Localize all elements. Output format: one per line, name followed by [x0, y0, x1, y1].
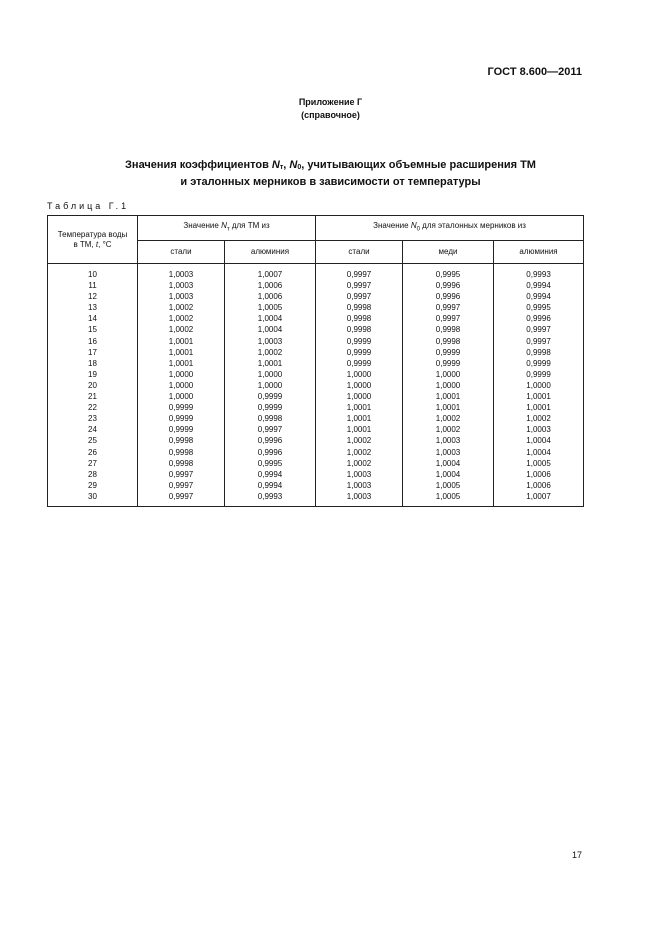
value-cell: 1,0000 — [138, 391, 225, 402]
value-cell: 1,0000 — [494, 380, 584, 391]
value-cell: 1,0002 — [403, 424, 494, 435]
value-cell: 1,0003 — [403, 435, 494, 446]
title-text: , учитывающих объемные расширения ТМ — [301, 159, 536, 171]
temperature-cell: 19 — [48, 369, 138, 380]
value-cell: 1,0006 — [494, 480, 584, 491]
value-cell: 1,0001 — [403, 391, 494, 402]
temperature-cell: 30 — [48, 491, 138, 507]
table-row — [48, 469, 584, 480]
temperature-cell: 24 — [48, 424, 138, 435]
table-row — [48, 302, 584, 313]
temperature-cell: 22 — [48, 402, 138, 413]
temperature-cell: 10 — [48, 264, 138, 281]
value-cell: 1,0001 — [403, 402, 494, 413]
value-cell: 0,9995 — [494, 302, 584, 313]
table-row — [48, 347, 584, 358]
temperature-cell: 21 — [48, 391, 138, 402]
value-cell: 0,9999 — [494, 358, 584, 369]
subheader-steel-ref: стали — [316, 241, 403, 264]
table-row — [48, 480, 584, 491]
value-cell: 0,9999 — [138, 413, 225, 424]
value-cell: 1,0001 — [316, 413, 403, 424]
value-cell: 1,0003 — [494, 424, 584, 435]
table-row — [48, 369, 584, 380]
temperature-cell: 18 — [48, 358, 138, 369]
temperature-cell: 12 — [48, 291, 138, 302]
title-line-1 — [0, 158, 661, 175]
table-row — [48, 491, 584, 507]
value-cell: 0,9998 — [138, 458, 225, 469]
table-row — [48, 280, 584, 291]
value-cell: 0,9997 — [494, 336, 584, 347]
value-cell: 0,9996 — [403, 291, 494, 302]
value-cell: 1,0002 — [225, 347, 316, 358]
title-line-2: и эталонных мерников в зависимости от температуры — [180, 176, 481, 188]
value-cell: 1,0003 — [403, 447, 494, 458]
temperature-cell: 20 — [48, 380, 138, 391]
value-cell: 0,9998 — [138, 447, 225, 458]
subheader-steel-tm: стали — [138, 241, 225, 264]
temperature-cell: 14 — [48, 313, 138, 324]
table-row — [48, 402, 584, 413]
value-cell: 1,0001 — [494, 402, 584, 413]
title-separator: , — [283, 159, 290, 171]
value-cell: 0,9999 — [403, 347, 494, 358]
value-cell: 0,9997 — [138, 480, 225, 491]
subscript: т — [226, 226, 230, 233]
header-unit: , °С — [98, 239, 112, 249]
value-cell: 1,0006 — [225, 280, 316, 291]
temperature-cell: 29 — [48, 480, 138, 491]
value-cell: 1,0004 — [403, 458, 494, 469]
table-row — [48, 313, 584, 324]
value-cell: 0,9998 — [403, 336, 494, 347]
header-temperature — [48, 216, 138, 264]
value-cell: 0,9997 — [403, 313, 494, 324]
document-code: ГОСТ 8.600—2011 — [487, 66, 582, 78]
value-cell: 1,0005 — [225, 302, 316, 313]
value-cell: 1,0003 — [316, 491, 403, 507]
value-cell: 0,9999 — [316, 358, 403, 369]
value-cell: 0,9995 — [403, 264, 494, 281]
value-cell: 1,0001 — [225, 358, 316, 369]
table-row — [48, 380, 584, 391]
value-cell: 1,0001 — [138, 347, 225, 358]
symbol-n: N — [410, 221, 417, 231]
header-text: для ТМ из — [229, 221, 270, 231]
value-cell: 1,0004 — [225, 313, 316, 324]
table-row — [48, 336, 584, 347]
value-cell: 1,0001 — [494, 391, 584, 402]
header-text: в ТМ, — [73, 239, 96, 249]
temperature-cell: 11 — [48, 280, 138, 291]
temperature-cell: 13 — [48, 302, 138, 313]
appendix-heading — [0, 96, 661, 122]
value-cell: 1,0006 — [225, 291, 316, 302]
value-cell: 1,0000 — [403, 369, 494, 380]
value-cell: 1,0004 — [225, 324, 316, 335]
value-cell: 0,9996 — [225, 435, 316, 446]
table-row — [48, 264, 584, 281]
value-cell: 0,9994 — [225, 480, 316, 491]
value-cell: 1,0005 — [403, 491, 494, 507]
table-row — [48, 324, 584, 335]
header-group-tm — [138, 216, 316, 241]
table-body — [48, 264, 584, 507]
value-cell: 0,9996 — [225, 447, 316, 458]
value-cell: 1,0001 — [316, 402, 403, 413]
value-cell: 1,0000 — [138, 369, 225, 380]
value-cell: 0,9997 — [316, 264, 403, 281]
table-row — [48, 391, 584, 402]
value-cell: 1,0000 — [138, 380, 225, 391]
appendix-label: Приложение Г — [298, 97, 363, 107]
value-cell: 1,0002 — [403, 413, 494, 424]
page-title — [0, 158, 661, 190]
value-cell: 0,9998 — [316, 313, 403, 324]
value-cell: 1,0005 — [494, 458, 584, 469]
value-cell: 0,9998 — [225, 413, 316, 424]
value-cell: 1,0007 — [225, 264, 316, 281]
value-cell: 1,0007 — [494, 491, 584, 507]
subscript: т — [279, 164, 284, 171]
value-cell: 0,9998 — [403, 324, 494, 335]
value-cell: 1,0002 — [316, 458, 403, 469]
value-cell: 1,0001 — [316, 424, 403, 435]
value-cell: 0,9999 — [316, 336, 403, 347]
value-cell: 0,9998 — [494, 347, 584, 358]
value-cell: 0,9998 — [316, 302, 403, 313]
value-cell: 0,9999 — [494, 369, 584, 380]
subscript: 0 — [416, 226, 420, 233]
table-row — [48, 424, 584, 435]
value-cell: 0,9996 — [403, 280, 494, 291]
value-cell: 0,9999 — [225, 391, 316, 402]
value-cell: 0,9999 — [403, 358, 494, 369]
coefficient-table — [47, 215, 584, 507]
table-row — [48, 291, 584, 302]
value-cell: 0,9998 — [138, 435, 225, 446]
value-cell: 1,0000 — [316, 380, 403, 391]
value-cell: 1,0000 — [316, 369, 403, 380]
value-cell: 0,9997 — [225, 424, 316, 435]
value-cell: 0,9997 — [316, 280, 403, 291]
appendix-type: (справочное) — [301, 110, 360, 120]
temperature-cell: 26 — [48, 447, 138, 458]
table-caption: Таблица Г.1 — [47, 201, 130, 211]
value-cell: 1,0001 — [138, 358, 225, 369]
value-cell: 1,0000 — [225, 380, 316, 391]
subheader-aluminium-tm: алюминия — [225, 241, 316, 264]
value-cell: 0,9999 — [316, 347, 403, 358]
value-cell: 1,0003 — [138, 291, 225, 302]
value-cell: 0,9994 — [494, 280, 584, 291]
value-cell: 0,9997 — [494, 324, 584, 335]
value-cell: 1,0004 — [494, 435, 584, 446]
subheader-copper-ref: меди — [403, 241, 494, 264]
value-cell: 1,0002 — [494, 413, 584, 424]
table-row — [48, 447, 584, 458]
symbol-n: N — [271, 159, 280, 171]
value-cell: 1,0004 — [494, 447, 584, 458]
header-temperature-line1: Температура воды — [57, 229, 128, 239]
value-cell: 1,0002 — [316, 435, 403, 446]
table-row — [48, 435, 584, 446]
header-text: для эталонных мерников из — [419, 221, 526, 231]
title-text: Значения коэффициентов — [125, 159, 272, 171]
value-cell: 1,0001 — [138, 336, 225, 347]
table-row — [48, 358, 584, 369]
temperature-cell: 23 — [48, 413, 138, 424]
value-cell: 1,0002 — [138, 324, 225, 335]
temperature-cell: 27 — [48, 458, 138, 469]
temperature-cell: 15 — [48, 324, 138, 335]
value-cell: 0,9997 — [138, 491, 225, 507]
value-cell: 0,9999 — [225, 402, 316, 413]
table-row — [48, 458, 584, 469]
value-cell: 0,9997 — [316, 291, 403, 302]
value-cell: 1,0000 — [316, 391, 403, 402]
value-cell: 1,0002 — [316, 447, 403, 458]
temperature-cell: 25 — [48, 435, 138, 446]
value-cell: 0,9999 — [138, 424, 225, 435]
value-cell: 0,9995 — [225, 458, 316, 469]
table-row — [48, 413, 584, 424]
value-cell: 0,9994 — [494, 291, 584, 302]
value-cell: 0,9994 — [225, 469, 316, 480]
subheader-aluminium-ref: алюминия — [494, 241, 584, 264]
header-temperature-line2 — [48, 240, 137, 250]
value-cell: 1,0000 — [225, 369, 316, 380]
value-cell: 0,9997 — [138, 469, 225, 480]
value-cell: 0,9993 — [494, 264, 584, 281]
value-cell: 1,0003 — [138, 264, 225, 281]
value-cell: 1,0003 — [138, 280, 225, 291]
value-cell: 1,0006 — [494, 469, 584, 480]
value-cell: 0,9993 — [225, 491, 316, 507]
header-text: Значение — [373, 221, 411, 231]
page-number: 17 — [571, 850, 582, 860]
temperature-cell: 28 — [48, 469, 138, 480]
value-cell: 1,0003 — [316, 480, 403, 491]
value-cell: 1,0002 — [138, 313, 225, 324]
header-group-reference — [316, 216, 584, 241]
symbol-n: N — [289, 159, 298, 171]
subscript: 0 — [297, 164, 302, 171]
value-cell: 1,0005 — [403, 480, 494, 491]
header-text: Значение — [183, 221, 222, 231]
value-cell: 1,0004 — [403, 469, 494, 480]
value-cell: 1,0003 — [225, 336, 316, 347]
value-cell: 1,0000 — [403, 380, 494, 391]
value-cell: 0,9997 — [403, 302, 494, 313]
temperature-cell: 17 — [48, 347, 138, 358]
temperature-cell: 16 — [48, 336, 138, 347]
value-cell: 0,9998 — [316, 324, 403, 335]
value-cell: 1,0002 — [138, 302, 225, 313]
symbol-t: t — [95, 239, 99, 249]
symbol-n: N — [221, 221, 227, 231]
value-cell: 0,9999 — [138, 402, 225, 413]
value-cell: 0,9996 — [494, 313, 584, 324]
value-cell: 1,0003 — [316, 469, 403, 480]
